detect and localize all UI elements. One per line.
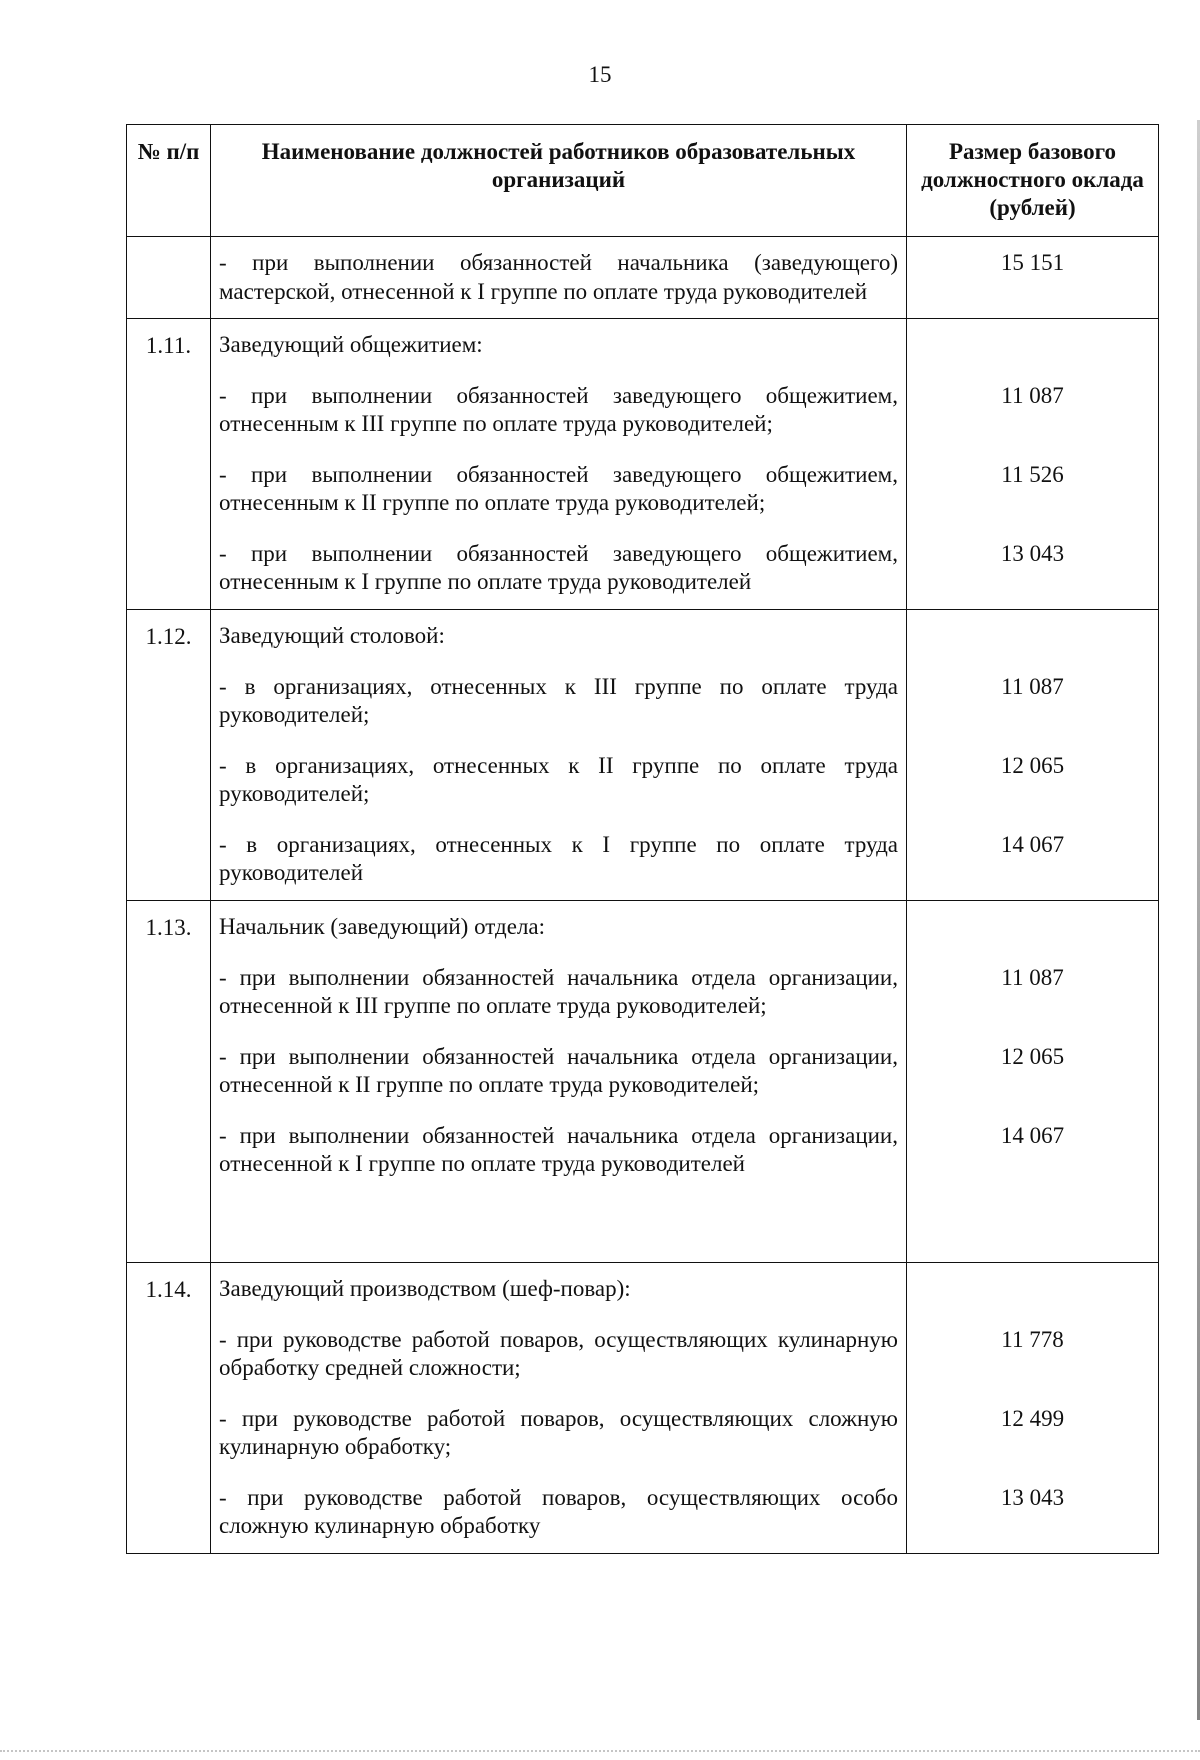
table-body bbox=[127, 237, 1159, 1554]
salary-values bbox=[907, 610, 1159, 901]
page-number: 15 bbox=[588, 62, 612, 87]
table-row bbox=[127, 901, 1159, 1263]
title-spacer bbox=[915, 1275, 1150, 1304]
salary-condition-text: - при выполнении обязанностей начальника (заведующего) мастерской, отнесенной к I группе по оплате труда руководителей bbox=[219, 250, 898, 304]
salary-condition-text: - при выполнении обязанностей начальника отдела организации, отнесенной к I группе по оплате труда руководителей bbox=[219, 1122, 898, 1176]
position-description bbox=[211, 1263, 907, 1554]
salary-value: 11 778 bbox=[1001, 1327, 1064, 1352]
title-spacer bbox=[915, 331, 1150, 360]
scan-bottom-artifact bbox=[0, 1750, 1200, 1754]
position-title: Заведующий общежитием: bbox=[219, 332, 483, 357]
table-row bbox=[127, 237, 1159, 319]
position-title: Заведующий столовой: bbox=[219, 623, 445, 648]
salary-value: 12 065 bbox=[1000, 1044, 1065, 1069]
salary-condition-text: - при выполнении обязанностей начальника отдела организации, отнесенной к II группе по оплате труда руководителей; bbox=[219, 1043, 898, 1097]
salary-condition-text: - при выполнении обязанностей заведующего общежитием, отнесенным к I группе по оплате труда руководителей bbox=[219, 540, 898, 594]
salary-condition-text: - при руководстве работой поваров, осуществляющих сложную кулинарную обработку; bbox=[219, 1405, 898, 1459]
salary-condition-text: - при выполнении обязанностей заведующего общежитием, отнесенным к II группе по оплате труда руководителей; bbox=[219, 461, 898, 515]
salary-values bbox=[907, 901, 1159, 1263]
salary-table bbox=[126, 124, 1159, 1554]
position-description bbox=[211, 319, 907, 610]
salary-values bbox=[907, 237, 1159, 319]
row-number: 1.14. bbox=[127, 1263, 211, 1554]
header-num: № п/п bbox=[127, 125, 211, 237]
header-base-salary: Размер базового должностного оклада (рублей) bbox=[907, 125, 1159, 237]
table-row bbox=[127, 1263, 1159, 1554]
row-number: 1.11. bbox=[127, 319, 211, 610]
title-spacer bbox=[915, 622, 1150, 651]
salary-value: 14 067 bbox=[1000, 1123, 1065, 1148]
salary-condition-text: - в организациях, отнесенных к III группе по оплате труда руководителей; bbox=[219, 673, 898, 727]
salary-value: 11 087 bbox=[1001, 674, 1064, 699]
salary-value: 11 526 bbox=[1001, 462, 1064, 487]
salary-condition-text: - при выполнении обязанностей заведующего общежитием, отнесенным к III группе по оплате труда руководителей; bbox=[219, 382, 898, 436]
salary-value: 11 087 bbox=[1001, 965, 1064, 990]
row-number: 1.13. bbox=[127, 901, 211, 1263]
position-title: Заведующий производством (шеф-повар): bbox=[219, 1276, 631, 1301]
table-row bbox=[127, 319, 1159, 610]
position-description bbox=[211, 901, 907, 1263]
table-header-row bbox=[127, 125, 1159, 237]
salary-condition-text: - при выполнении обязанностей начальника отдела организации, отнесенной к III группе по оплате труда руководителей; bbox=[219, 964, 898, 1018]
position-description bbox=[211, 237, 907, 319]
salary-value: 13 043 bbox=[1000, 1485, 1065, 1510]
position-title: Начальник (заведующий) отдела: bbox=[219, 914, 546, 939]
table-row bbox=[127, 610, 1159, 901]
position-description bbox=[211, 610, 907, 901]
salary-value: 15 151 bbox=[1000, 250, 1065, 275]
title-spacer bbox=[915, 913, 1150, 942]
salary-condition-text: - в организациях, отнесенных к II группе по оплате труда руководителей; bbox=[219, 752, 898, 806]
salary-values bbox=[907, 1263, 1159, 1554]
salary-value: 12 499 bbox=[1000, 1406, 1065, 1431]
salary-condition-text: - при руководстве работой поваров, осуществляющих особо сложную кулинарную обработку bbox=[219, 1484, 898, 1538]
salary-value: 11 087 bbox=[1001, 383, 1064, 408]
row-number: 1.12. bbox=[127, 610, 211, 901]
salary-value: 13 043 bbox=[1000, 541, 1065, 566]
salary-condition-text: - в организациях, отнесенных к I группе по оплате труда руководителей bbox=[219, 831, 898, 885]
salary-condition-text: - при руководстве работой поваров, осуществляющих кулинарную обработку средней сложности; bbox=[219, 1326, 898, 1380]
salary-value: 14 067 bbox=[1000, 832, 1065, 857]
row-number bbox=[127, 237, 211, 319]
header-position-name: Наименование должностей работников образовательных организаций bbox=[211, 125, 907, 237]
salary-values bbox=[907, 319, 1159, 610]
salary-value: 12 065 bbox=[1000, 753, 1065, 778]
